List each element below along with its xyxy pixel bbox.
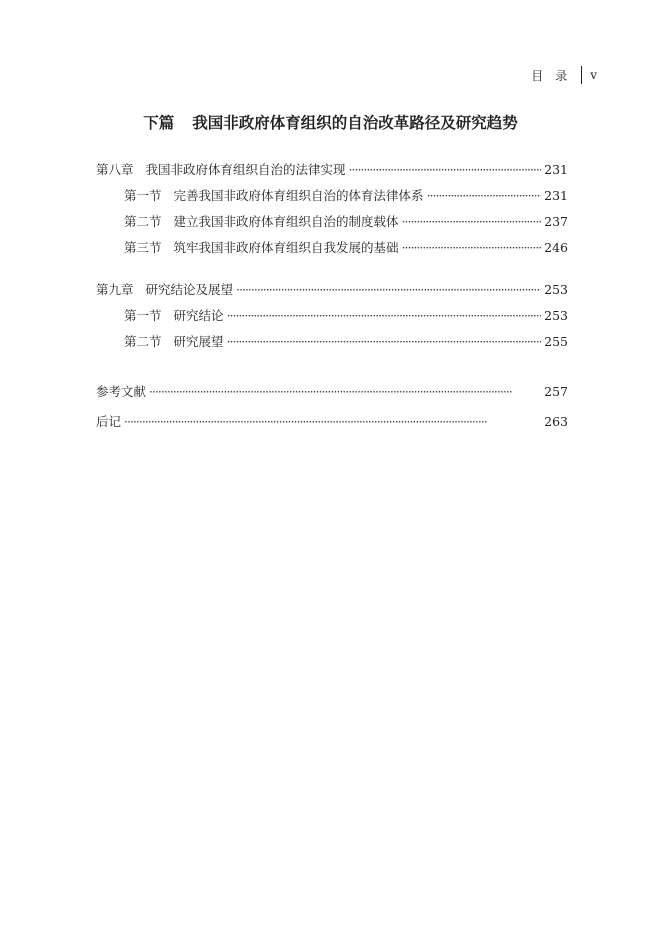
afterword-title: 后记 <box>96 414 122 429</box>
leader-dots <box>427 188 542 203</box>
part-title <box>0 111 661 133</box>
page-number: 253 <box>544 308 568 323</box>
toc-entry-references[interactable] <box>96 382 568 412</box>
references-title: 参考文献 <box>96 384 147 399</box>
page-number: 246 <box>544 240 568 255</box>
chapter-number: 第八章 <box>96 162 134 177</box>
section-number: 第二节 <box>124 214 162 229</box>
page-number: 231 <box>544 188 568 203</box>
chapter-title: 研究结论及展望 <box>145 282 234 297</box>
leader-dots <box>149 384 541 399</box>
section-number: 第一节 <box>124 188 162 203</box>
page-number: 231 <box>544 162 568 177</box>
header-page-number: v <box>590 68 597 82</box>
toc-chapter-9 <box>96 280 568 358</box>
leader-dots <box>236 282 541 297</box>
section-number: 第二节 <box>124 334 162 349</box>
leader-dots <box>402 240 542 255</box>
toc-chapter-8 <box>96 160 568 264</box>
section-number: 第三节 <box>124 240 162 255</box>
page-number: 257 <box>544 384 568 399</box>
toc-entry-section[interactable] <box>96 238 568 264</box>
toc-entry-afterword[interactable] <box>96 412 568 438</box>
toc-entry-section[interactable] <box>96 306 568 332</box>
toc-entry-chapter-8[interactable] <box>96 160 568 186</box>
leader-dots <box>227 334 542 349</box>
leader-dots <box>227 308 542 323</box>
header-section: 目录 <box>531 68 580 83</box>
toc-back-matter <box>96 382 568 438</box>
section-title: 完善我国非政府体育组织自治的体育法律体系 <box>173 188 424 203</box>
page-number: 253 <box>544 282 568 297</box>
chapter-title: 我国非政府体育组织自治的法律实现 <box>145 162 346 177</box>
header-divider <box>581 66 582 84</box>
leader-dots <box>124 414 541 429</box>
toc-entry-chapter-9[interactable] <box>96 280 568 306</box>
section-title: 建立我国非政府体育组织自治的制度载体 <box>173 214 399 229</box>
section-title: 筑牢我国非政府体育组织自我发展的基础 <box>173 240 399 255</box>
section-number: 第一节 <box>124 308 162 323</box>
page-number: 237 <box>544 214 568 229</box>
leader-dots <box>349 162 542 177</box>
part-label: 下篇 <box>143 113 175 132</box>
part-title-text: 我国非政府体育组织的自治改革路径及研究趋势 <box>192 113 518 132</box>
toc-entry-section[interactable] <box>96 186 568 212</box>
toc-entry-section[interactable] <box>96 332 568 358</box>
page-number: 255 <box>544 334 568 349</box>
toc-entry-section[interactable] <box>96 212 568 238</box>
leader-dots <box>402 214 542 229</box>
section-title: 研究结论 <box>173 308 224 323</box>
page-number: 263 <box>544 414 568 429</box>
running-header <box>531 66 597 84</box>
chapter-number: 第九章 <box>96 282 134 297</box>
section-title: 研究展望 <box>173 334 224 349</box>
